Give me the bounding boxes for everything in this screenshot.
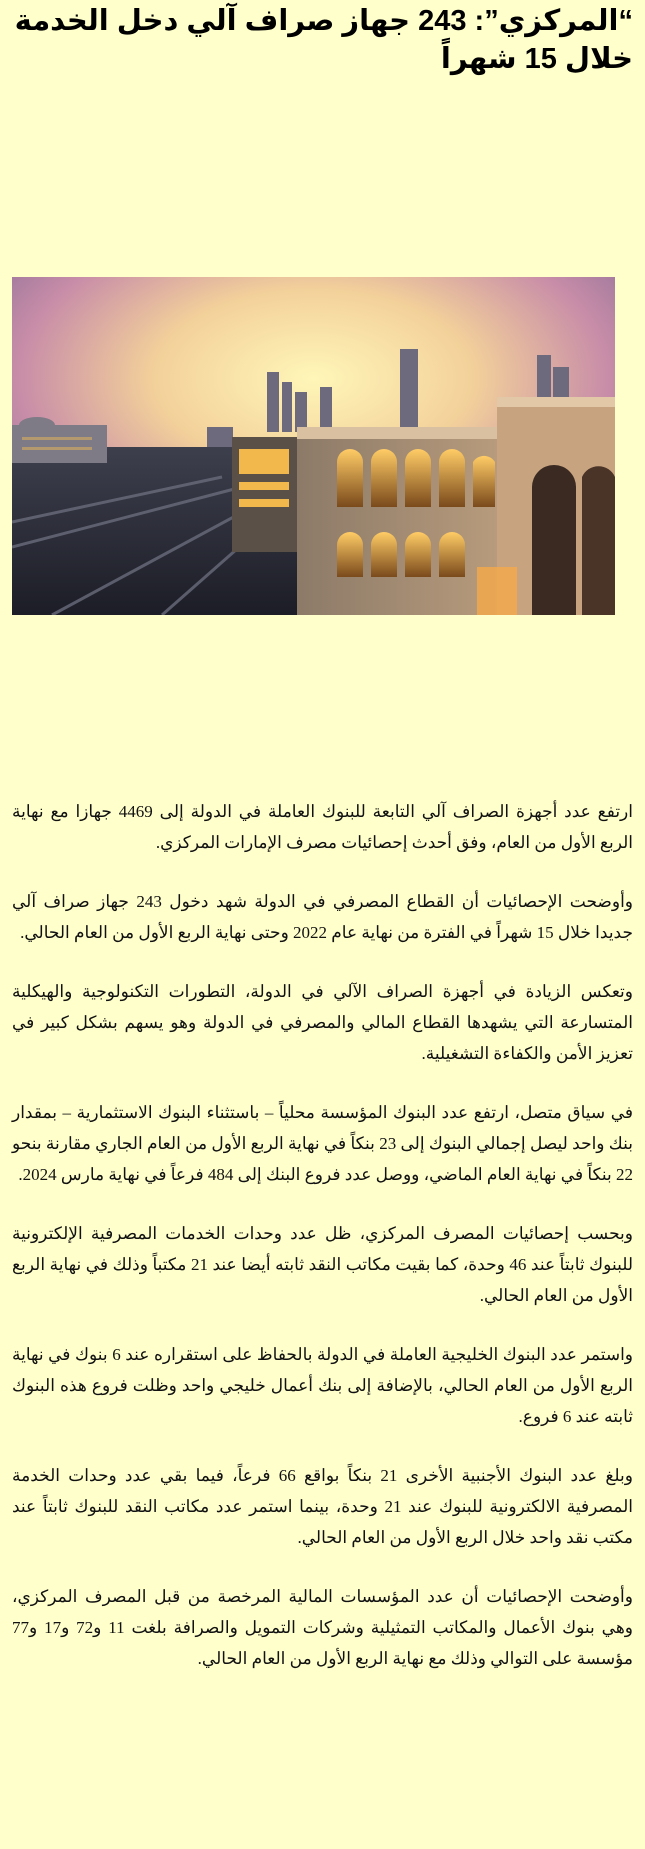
article-paragraph-7: وبلغ عدد البنوك الأجنبية الأخرى 21 بنكاً بواقع 66 فرعاً، فيما بقي عدد وحدات الخدمة المصرفية الالكترونية للبنوك عند 21 وحدة، بينما استمر عدد مكاتب النقد للبنوك ثابتاً عند مكتب نقد واحد خلال الربع الأول من العام الحالي. — [12, 1466, 633, 1547]
article-body — [12, 796, 633, 1702]
article-paragraph-4: في سياق متصل، ارتفع عدد البنوك المؤسسة محلياً – باستثناء البنوك الاستثمارية – بمقدار بنك واحد ليصل إجمالي البنوك إلى 23 بنكاً في نهاية الربع الأول من العام الجاري مقارنة بنحو 22 بنكاً في نهاية العام الماضي، ووصل عدد فروع البنك إلى 484 فرعاً في نهاية مارس 2024. — [12, 1103, 633, 1184]
article-paragraph-1: ارتفع عدد أجهزة الصراف آلي التابعة للبنوك العاملة في الدولة إلى 4469 جهازا مع نهاية الربع الأول من العام، وفق أحدث إحصائيات مصرف الإمارات المركزي. — [12, 802, 633, 852]
article-hero-image — [12, 277, 615, 615]
article-paragraph-3: وتعكس الزيادة في أجهزة الصراف الآلي في الدولة، التطورات التكنولوجية والهيكلية المتسارعة التي يشهدها القطاع المالي والمصرفي في الدولة وهو يسهم بشكل كبير في تعزيز الأمن والكفاءة التشغيلية. — [12, 982, 633, 1063]
central-bank-building-photo — [12, 277, 615, 615]
article-paragraph-2: وأوضحت الإحصائيات أن القطاع المصرفي في الدولة شهد دخول 243 جهاز صراف آلي جديدا خلال 15 شهراً في الفترة من نهاية عام 2022 وحتى نهاية الربع الأول من العام الحالي. — [12, 892, 634, 942]
article-paragraph-8: وأوضحت الإحصائيات أن عدد المؤسسات المالية المرخصة من قبل المصرف المركزي، وهي بنوك الأعمال والمكاتب التمثيلية وشركات التمويل والصرافة بلغت 11 و72 و17 و77 مؤسسة على التوالي وذلك مع نهاية الربع الأول من العام الحالي. — [12, 1587, 633, 1668]
article-title: “المركزي”: 243 جهاز صراف آلي دخل الخدمة خلال 15 شهراً — [14, 5, 633, 75]
article-paragraph-5: وبحسب إحصائيات المصرف المركزي، ظل عدد وحدات الخدمات المصرفية الإلكترونية للبنوك ثابتاً عند 46 وحدة، كما بقيت مكاتب النقد ثابته أيضا عند 21 مكتباً وذلك في نهاية الربع الأول من العام الحالي. — [12, 1224, 634, 1305]
article-paragraph-6: واستمر عدد البنوك الخليجية العاملة في الدولة بالحفاظ على استقراره عند 6 بنوك في نهاية الربع الأول من العام الحالي، بالإضافة إلى بنك أعمال خليجي واحد وظلت فروع هذه البنوك ثابته عند 6 فروع. — [12, 1345, 634, 1426]
